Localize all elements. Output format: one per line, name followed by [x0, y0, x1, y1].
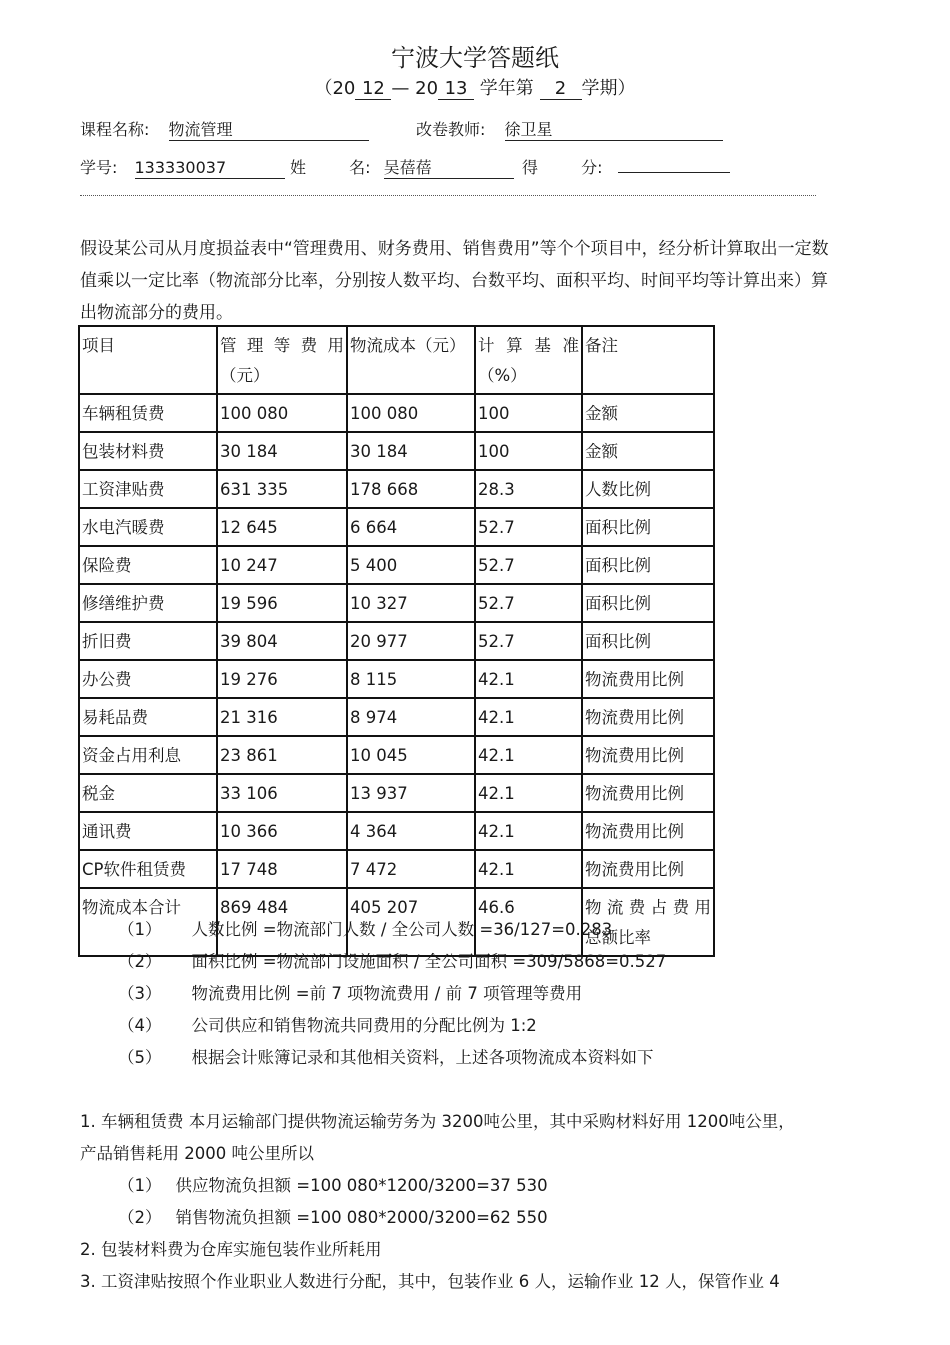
header-logistics-cost: 物流成本（元） — [347, 326, 475, 394]
table-cell-note: 金额 — [582, 394, 714, 432]
table-cell-note: 物流费用比例 — [582, 736, 714, 774]
table-cell-basis: 100 — [475, 394, 582, 432]
cost-table — [78, 325, 715, 957]
table-total-row: 物流成本合计 869 484 405 207 46.6 物 流 费 占 费 用 总额比率 — [79, 888, 714, 956]
table-cell-note: 物流费用比例 — [582, 850, 714, 888]
table-cell-cost: 10 045 — [347, 736, 475, 774]
table-cell-basis: 42.1 — [475, 736, 582, 774]
table-cell-note: 面积比例 — [582, 622, 714, 660]
table-cell-item: 通讯费 — [79, 812, 217, 850]
table-cell-basis: 42.1 — [475, 850, 582, 888]
table-cell-mgmt: 17 748 — [217, 850, 347, 888]
table-row — [79, 812, 714, 850]
table-cell-note: 物流费用比例 — [582, 774, 714, 812]
table-cell-item: 税金 — [79, 774, 217, 812]
table-row — [79, 394, 714, 432]
score-label-1: 得 — [522, 158, 539, 177]
table-cell-basis: 52.7 — [475, 508, 582, 546]
table-row — [79, 584, 714, 622]
table-row — [79, 850, 714, 888]
table-cell-cost: 30 184 — [347, 432, 475, 470]
table-cell-note: 人数比例 — [582, 470, 714, 508]
table-cell-basis: 28.3 — [475, 470, 582, 508]
header-management-cost: 管 理 等 费 用 （元） — [217, 326, 347, 394]
paragraph-2: 2. 包装材料费为仓库实施包装作业所耗用 — [80, 1240, 382, 1259]
course-value: 物流管理 — [169, 120, 369, 141]
teacher-value: 徐卫星 — [505, 120, 723, 141]
course-row — [80, 117, 369, 141]
separator-line — [80, 195, 816, 196]
table-row — [79, 508, 714, 546]
table-cell-note: 面积比例 — [582, 546, 714, 584]
table-cell-note: 金额 — [582, 432, 714, 470]
student-name-value: 吴蓓蓓 — [384, 158, 514, 179]
table-cell-basis: 42.1 — [475, 812, 582, 850]
table-cell-item: 办公费 — [79, 660, 217, 698]
table-cell-mgmt: 12 645 — [217, 508, 347, 546]
note-4: （4） 公司供应和销售物流共同费用的分配比例为 1:2 — [118, 1016, 537, 1035]
table-cell-basis: 100 — [475, 432, 582, 470]
table-cell-mgmt: 19 596 — [217, 584, 347, 622]
table-cell-item: 包装材料费 — [79, 432, 217, 470]
student-name-row — [290, 155, 514, 179]
table-cell-cost: 10 327 — [347, 584, 475, 622]
paragraph-3: 3. 工资津贴按照个作业职业人数进行分配，其中，包装作业 6 人，运输作业 12 人，保管作业 4 — [80, 1272, 780, 1291]
table-row — [79, 470, 714, 508]
table-cell-item: 修缮维护费 — [79, 584, 217, 622]
table-cell-cost: 8 974 — [347, 698, 475, 736]
note-3: （3） 物流费用比例 =前 7 项物流费用 / 前 7 项管理等费用 — [118, 984, 583, 1003]
student-id-row — [80, 155, 285, 179]
table-cell-item: 折旧费 — [79, 622, 217, 660]
table-cell-item: 保险费 — [79, 546, 217, 584]
name-label-1: 姓 — [290, 158, 307, 177]
table-row — [79, 432, 714, 470]
academic-term — [0, 74, 950, 100]
table-row — [79, 622, 714, 660]
table-cell-item: 水电汽暖费 — [79, 508, 217, 546]
table-cell-basis: 52.7 — [475, 546, 582, 584]
table-cell-basis: 52.7 — [475, 622, 582, 660]
table-cell-cost: 178 668 — [347, 470, 475, 508]
year-start: 12 — [355, 79, 391, 100]
table-cell-item: 工资津贴费 — [79, 470, 217, 508]
table-cell-mgmt: 19 276 — [217, 660, 347, 698]
table-cell-mgmt: 23 861 — [217, 736, 347, 774]
table-cell-note: 物流费用比例 — [582, 698, 714, 736]
table-cell-note: 面积比例 — [582, 584, 714, 622]
paragraph-1-line-2: 产品销售耗用 2000 吨公里所以 — [80, 1144, 314, 1163]
table-row — [79, 736, 714, 774]
year-end: 13 — [438, 79, 474, 100]
score-row — [522, 155, 730, 178]
table-cell-item: 资金占用利息 — [79, 736, 217, 774]
table-cell-mgmt: 39 804 — [217, 622, 347, 660]
table-cell-basis: 42.1 — [475, 698, 582, 736]
table-cell-cost: 20 977 — [347, 622, 475, 660]
teacher-row — [416, 117, 723, 141]
teacher-label: 改卷教师: — [416, 120, 486, 139]
term-mid: 学年第 — [479, 78, 534, 99]
note-2: （2） 面积比例 =物流部门设施面积 / 全公司面积 =309/5868=0.527 — [118, 952, 667, 971]
table-cell-basis: 42.1 — [475, 774, 582, 812]
course-label: 课程名称: — [80, 120, 150, 139]
term-open: （20 — [314, 78, 356, 99]
table-row — [79, 698, 714, 736]
total-note: 物 流 费 占 费 用 总额比率 — [582, 888, 714, 956]
table-cell-cost: 100 080 — [347, 394, 475, 432]
student-id-value: 133330037 — [135, 158, 285, 179]
table-cell-cost: 7 472 — [347, 850, 475, 888]
name-label-2: 名: — [349, 158, 371, 177]
table-cell-cost: 13 937 — [347, 774, 475, 812]
table-cell-mgmt: 10 247 — [217, 546, 347, 584]
table-cell-mgmt: 33 106 — [217, 774, 347, 812]
score-value — [618, 172, 730, 173]
table-row — [79, 546, 714, 584]
note-1: （1） 人数比例 =物流部门人数 / 全公司人数 =36/127=0.283 — [118, 920, 613, 939]
table-cell-item: 车辆租赁费 — [79, 394, 217, 432]
header-item: 项目 — [79, 326, 217, 394]
table-cell-basis: 42.1 — [475, 660, 582, 698]
table-cell-note: 面积比例 — [582, 508, 714, 546]
table-cell-cost: 8 115 — [347, 660, 475, 698]
table-cell-cost: 6 664 — [347, 508, 475, 546]
table-cell-note: 物流费用比例 — [582, 660, 714, 698]
header-basis: 计 算 基 准 （%） — [475, 326, 582, 394]
table-cell-cost: 5 400 — [347, 546, 475, 584]
table-cell-mgmt: 10 366 — [217, 812, 347, 850]
student-id-label: 学号: — [80, 158, 118, 177]
semester-number: 2 — [540, 79, 582, 100]
table-cell-item: CP软件租赁费 — [79, 850, 217, 888]
table-row — [79, 660, 714, 698]
table-row — [79, 774, 714, 812]
sub-item-2: （2） 销售物流负担额 =100 080*2000/3200=62 550 — [118, 1208, 548, 1227]
table-cell-cost: 4 364 — [347, 812, 475, 850]
table-header-row — [79, 326, 714, 394]
table-cell-mgmt: 21 316 — [217, 698, 347, 736]
table-cell-mgmt: 631 335 — [217, 470, 347, 508]
score-label-2: 分: — [581, 158, 603, 177]
term-close: 学期） — [581, 78, 636, 99]
table-cell-note: 物流费用比例 — [582, 812, 714, 850]
header-note: 备注 — [582, 326, 714, 394]
note-5: （5） 根据会计账簿记录和其他相关资料，上述各项物流成本资料如下 — [118, 1048, 654, 1067]
table-cell-mgmt: 30 184 — [217, 432, 347, 470]
table-cell-basis: 52.7 — [475, 584, 582, 622]
table-cell-item: 易耗品费 — [79, 698, 217, 736]
page-title: 宁波大学答题纸 — [391, 44, 559, 72]
paragraph-1-line-1: 1. 车辆租赁费 本月运输部门提供物流运输劳务为 3200吨公里，其中采购材料好用 1200吨公里， — [80, 1112, 795, 1131]
sub-item-1: （1） 供应物流负担额 =100 080*1200/3200=37 530 — [118, 1176, 548, 1195]
table-cell-mgmt: 100 080 — [217, 394, 347, 432]
term-dash: — 20 — [391, 78, 439, 99]
intro-paragraph: 假设某公司从月度损益表中“管理费用、财务费用、销售费用”等个个项目中，经分析计算取出一定数值乘以一定比率（物流部分比率，分别按人数平均、台数平均、面积平均、时间平均等计算出来）算出物流部分的费用。 — [80, 239, 829, 323]
